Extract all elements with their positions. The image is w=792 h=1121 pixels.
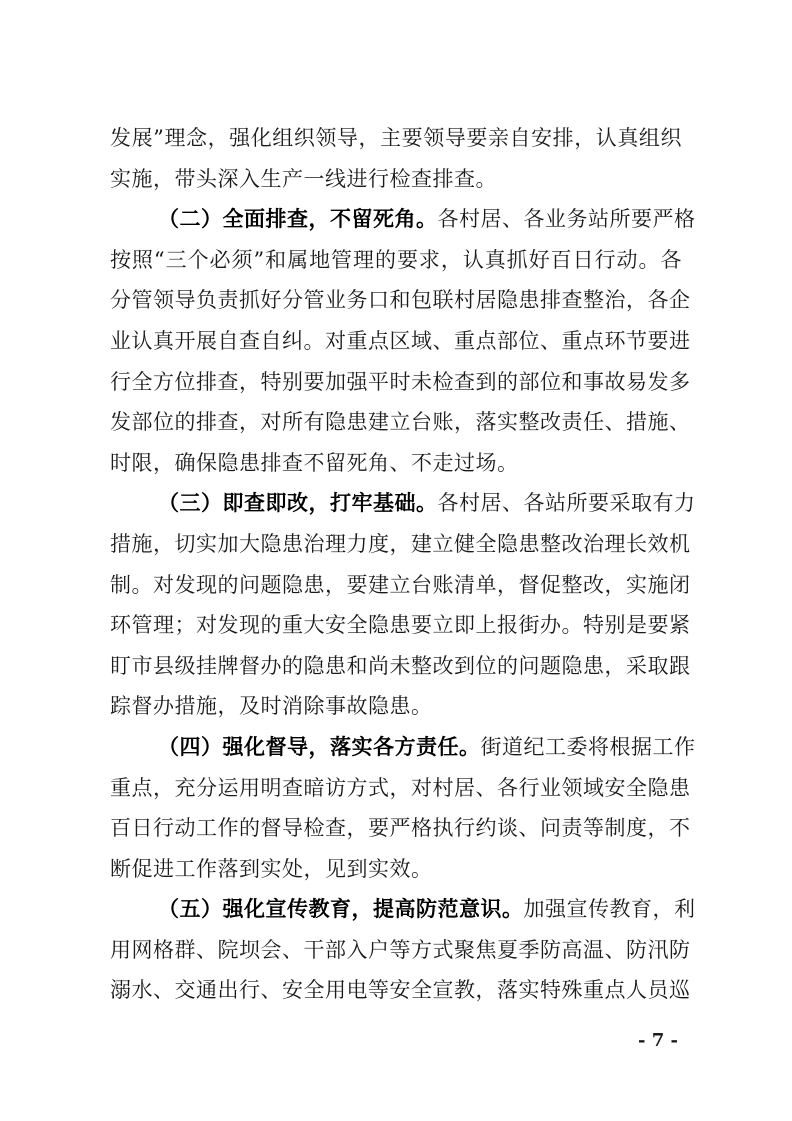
section-2-heading: （二）全面排查，不留死角。	[158, 206, 438, 232]
document-body	[110, 118, 696, 1011]
section-3-first-line	[110, 483, 696, 524]
paragraph-line: 制。对发现的问题隐患，要建立台账清单，督促整改，实施闭	[110, 572, 691, 597]
page-number: - 7 -	[638, 1030, 678, 1051]
paragraph-line: 盯市县级挂牌督办的隐患和尚未整改到位的问题隐患，采取跟	[110, 653, 691, 678]
section-4-heading: （四）强化督导，落实各方责任。	[158, 733, 481, 759]
paragraph-line: 时限，确保隐患排查不留死角、不走过场。	[110, 450, 519, 475]
section-3-heading: （三）即查即改，打牢基础。	[158, 490, 438, 516]
section-2-first-line	[110, 199, 696, 240]
paragraph-line: 环管理；对发现的重大安全隐患要立即上报街办。特别是要紧	[110, 613, 691, 638]
paragraph-text: 各村居、各业务站所要严格	[437, 207, 696, 232]
paragraph-text: 加强宣传教育，利	[523, 897, 696, 922]
paragraph-line: 实施，带头深入生产一线进行检查排查。	[110, 166, 497, 191]
paragraph-line: 用网格群、院坝会、干部入户等方式聚焦夏季防高温、防汛防	[110, 937, 691, 962]
paragraph-line: 踪督办措施，及时消除事故隐患。	[110, 694, 433, 719]
paragraph-line: 重点，充分运用明查暗访方式，对村居、各行业领域安全隐患	[110, 775, 691, 800]
paragraph-line: 发展”理念，强化组织领导，主要领导要亲自安排，认真组织	[110, 126, 682, 150]
paragraph-line: 按照“三个必须”和属地管理的要求，认真抓好百日行动。各	[110, 247, 682, 272]
paragraph-line: 溺水、交通出行、安全用电等安全宣教，落实特殊重点人员巡	[110, 978, 691, 1003]
paragraph-line: 业认真开展自查自纠。对重点区域、重点部位、重点环节要进	[110, 328, 691, 353]
paragraph-line: 断促进工作落到实处，见到实效。	[110, 856, 433, 881]
paragraph-text: 各村居、各站所要采取有力	[437, 491, 696, 516]
paragraph-line: 行全方位排查，特别要加强平时未检查到的部位和事故易发多	[110, 369, 691, 394]
paragraph-text: 街道纪工委将根据工作	[480, 734, 696, 759]
paragraph-line: 措施，切实加大隐患治理力度，建立健全隐患整改治理长效机	[110, 531, 691, 556]
section-4-first-line	[110, 727, 696, 768]
section-5-first-line	[110, 889, 696, 930]
paragraph-line: 发部位的排查，对所有隐患建立台账，落实整改责任、措施、	[110, 410, 691, 435]
section-5-heading: （五）强化宣传教育，提高防范意识。	[158, 896, 524, 922]
paragraph-line: 百日行动工作的督导检查，要严格执行约谈、问责等制度，不	[110, 816, 691, 841]
paragraph-line: 分管领导负责抓好分管业务口和包联村居隐患排查整治，各企	[110, 288, 691, 313]
